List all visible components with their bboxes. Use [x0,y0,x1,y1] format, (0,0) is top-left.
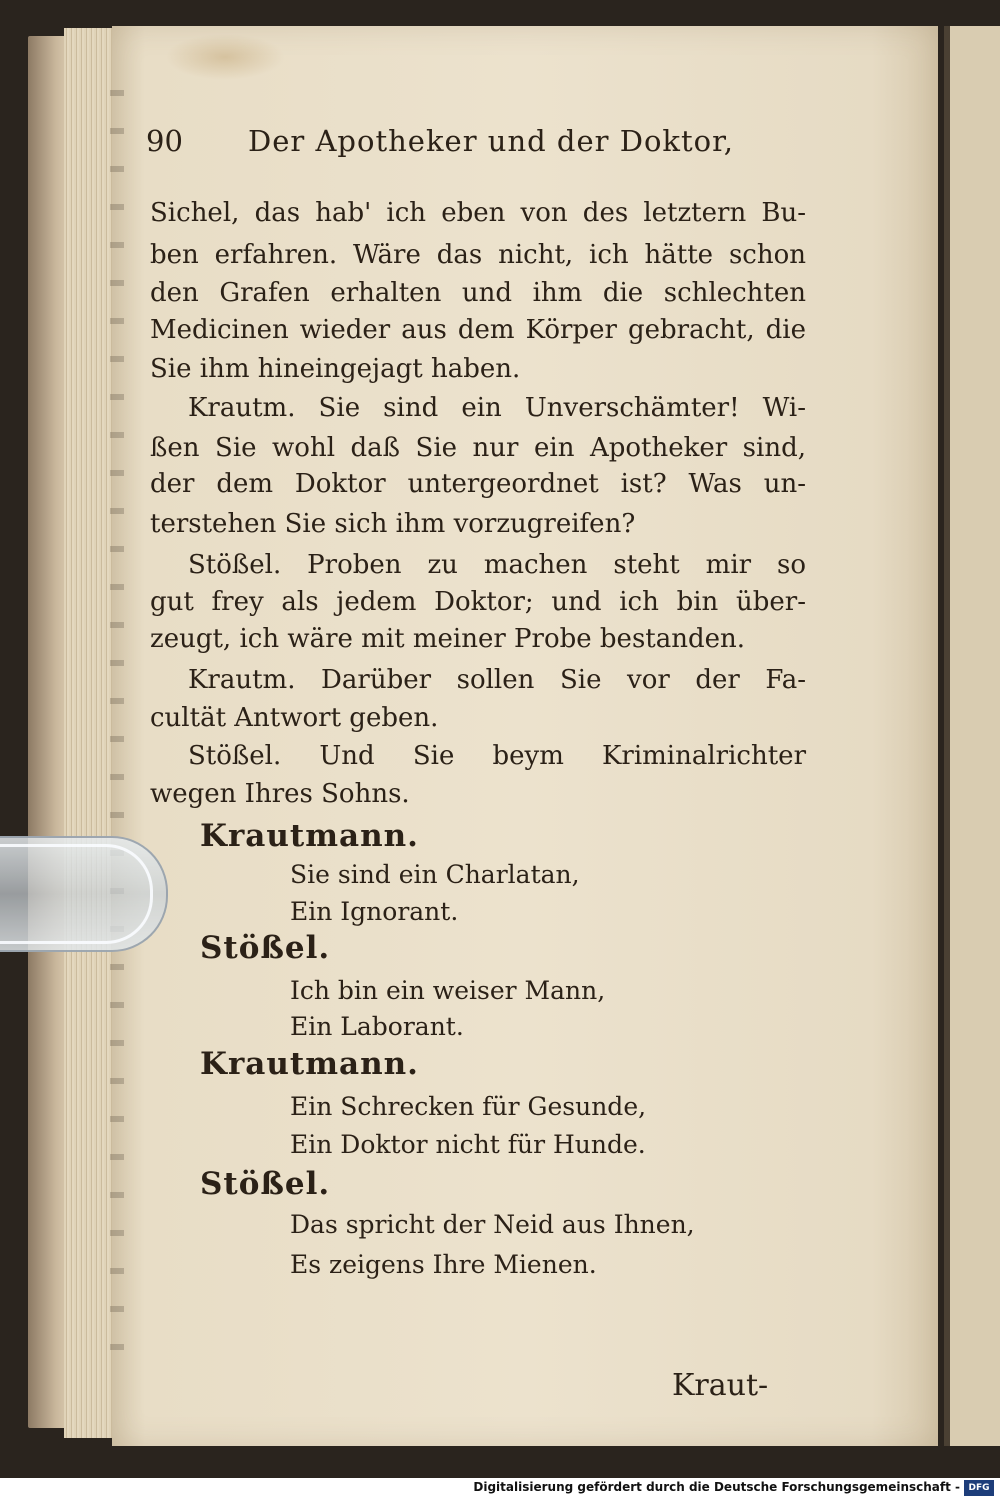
verse-line: Das spricht der Neid aus Ihnen, [290,1210,695,1239]
verse-line: Ein Ignorant. [290,897,459,926]
text-line: Stößel. Und Sie beym Kriminalrichter [188,741,806,771]
catchword: Kraut- [672,1368,769,1403]
footer-credit: Digitalisierung gefördert durch die Deutsche Forschungsgemeinschaft - [473,1480,960,1494]
page-clip-highlight [0,844,153,944]
running-head: Der Apotheker und der Doktor, [248,124,735,158]
text-line: Krautm. Darüber sollen Sie vor der Fa- [188,665,806,695]
speaker-name: Krautmann. [200,818,419,854]
verse-line: Ein Schrecken für Gesunde, [290,1092,647,1121]
text-line: cultät Antwort geben. [150,703,439,733]
verse-line: Sie sind ein Charlatan, [290,860,580,889]
text-line: Sichel, das hab' ich eben von des letztern Bu- [150,198,806,228]
dfg-logo: DFG [964,1480,994,1496]
footer-bar [0,1478,1000,1498]
text-line: ben erfahren. Wäre das nicht, ich hätte schon [150,240,806,270]
text-line: ßen Sie wohl daß Sie nur ein Apotheker sind, [150,433,806,463]
text-line: gut frey als jedem Doktor; und ich bin über- [150,587,806,617]
verse-line: Ich bin ein weiser Mann, [290,976,606,1005]
verse-line: Ein Laborant. [290,1012,464,1041]
text-line: terstehen Sie sich ihm vorzugreifen? [150,509,636,539]
text-line: wegen Ihres Sohns. [150,779,410,809]
text-line: Medicinen wieder aus dem Körper gebracht, die [150,315,806,345]
text-line: der dem Doktor untergeordnet ist? Was un- [150,469,806,499]
page-number: 90 [146,124,183,158]
speaker-name: Stößel. [200,930,331,966]
verse-line: Es zeigens Ihre Mienen. [290,1250,597,1279]
text-line: Stößel. Proben zu machen steht mir so [188,550,806,580]
paper-stain [165,34,285,80]
text-line: Krautm. Sie sind ein Unverschämter! Wi- [188,393,806,423]
book-cover-edge [28,36,68,1428]
text-line: zeugt, ich wäre mit meiner Probe bestanden. [150,624,746,654]
gutter-marks [110,90,124,1350]
verse-line: Ein Doktor nicht für Hunde. [290,1130,646,1159]
text-line: Sie ihm hineingejagt haben. [150,354,521,384]
facing-page-edge [944,26,1000,1446]
text-line: den Grafen erhalten und ihm die schlechten [150,278,806,308]
speaker-name: Krautmann. [200,1046,419,1082]
speaker-name: Stößel. [200,1166,331,1202]
